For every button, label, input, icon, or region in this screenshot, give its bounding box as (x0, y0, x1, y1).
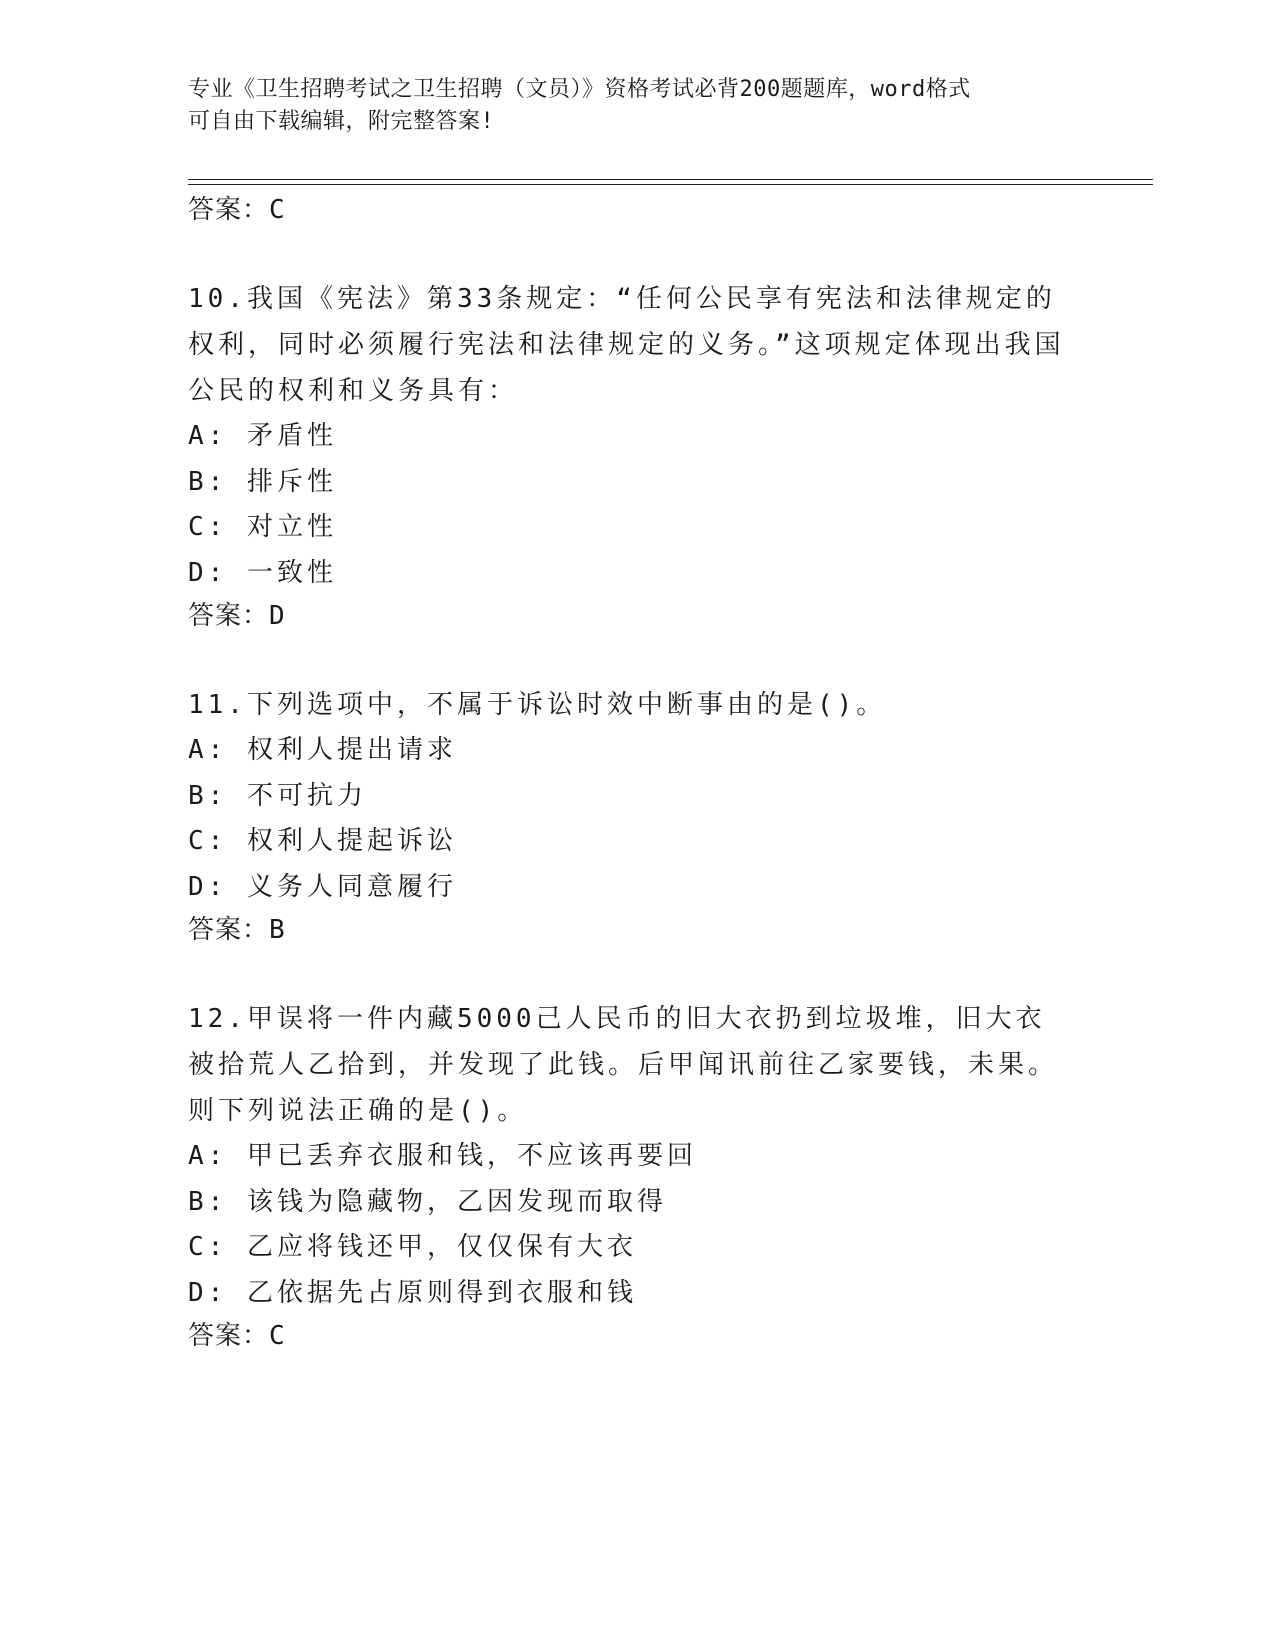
question-text: 11.下列选项中，不属于诉讼时效中断事由的是()。 (188, 690, 887, 720)
question-10 (188, 276, 1068, 636)
option-c: C: 对立性 (188, 512, 337, 542)
question-11 (188, 682, 1068, 950)
header-line-2: 可自由下载编辑，附完整答案! (188, 109, 495, 134)
page-header (188, 74, 1068, 138)
option-a: A: 权利人提出请求 (188, 735, 457, 765)
document-body (188, 190, 1068, 1356)
option-b: B: 不可抗力 (188, 780, 367, 811)
option-b: B: 排斥性 (188, 466, 337, 497)
question-text: 10.我国《宪法》第33条规定：“任何公民享有宪法和法律规定的权利，同时必须履行宪法和法律规定的义务。”这项规定体现出我国公民的权利和义务具有： (188, 284, 1065, 406)
option-a: A: 甲已丢弃衣服和钱，不应该再要回 (188, 1141, 697, 1171)
answer: 答案：D (188, 601, 286, 631)
question-12 (188, 996, 1068, 1356)
option-c: C: 权利人提起诉讼 (188, 826, 457, 856)
header-line-1: 专业《卫生招聘考试之卫生招聘（文员）》资格考试必背200题题库，word格式 (188, 77, 971, 102)
option-d: D: 义务人同意履行 (188, 871, 457, 902)
option-d: D: 乙依据先占原则得到衣服和钱 (188, 1277, 637, 1308)
question-text: 12.甲误将一件内藏5000己人民币的旧大衣扔到垃圾堆，旧大衣被拾荒人乙拾到，并发现了此钱。后甲闻讯前往乙家要钱，未果。则下列说法正确的是()。 (188, 1004, 1059, 1126)
option-d: D: 一致性 (188, 557, 337, 588)
option-b: B: 该钱为隐藏物，乙因发现而取得 (188, 1186, 667, 1217)
answer: 答案：C (188, 1321, 286, 1351)
option-a: A: 矛盾性 (188, 421, 337, 451)
option-c: C: 乙应将钱还甲，仅仅保有大衣 (188, 1232, 637, 1262)
previous-answer: 答案：C (188, 195, 286, 225)
header-divider (188, 179, 1153, 185)
answer: 答案：B (188, 915, 286, 945)
